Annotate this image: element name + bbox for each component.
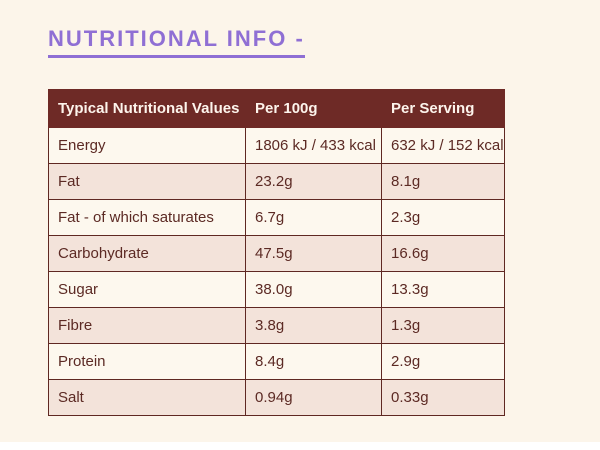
per-100g-value: 47.5g bbox=[246, 236, 382, 272]
table-row-sugar bbox=[49, 272, 505, 308]
row-label: Fibre bbox=[49, 308, 246, 344]
per-serving-value: 8.1g bbox=[382, 164, 505, 200]
per-100g-value: 8.4g bbox=[246, 344, 382, 380]
column-header-per-serving: Per Serving bbox=[382, 90, 505, 128]
row-label: Sugar bbox=[49, 272, 246, 308]
per-serving-value: 1.3g bbox=[382, 308, 505, 344]
nutrition-table bbox=[48, 89, 505, 416]
per-serving-value: 632 kJ / 152 kcal bbox=[382, 128, 505, 164]
per-100g-value: 6.7g bbox=[246, 200, 382, 236]
table-row-salt bbox=[49, 380, 505, 416]
table-row-carbohydrate bbox=[49, 236, 505, 272]
column-header-per-100g: Per 100g bbox=[246, 90, 382, 128]
header-row bbox=[49, 90, 505, 128]
table-row-protein bbox=[49, 344, 505, 380]
row-label: Fat bbox=[49, 164, 246, 200]
per-serving-value: 16.6g bbox=[382, 236, 505, 272]
per-100g-value: 0.94g bbox=[246, 380, 382, 416]
per-serving-value: 2.3g bbox=[382, 200, 505, 236]
row-label: Fat - of which saturates bbox=[49, 200, 246, 236]
page-title: NUTRITIONAL INFO - bbox=[48, 26, 305, 58]
per-100g-value: 3.8g bbox=[246, 308, 382, 344]
row-label: Energy bbox=[49, 128, 246, 164]
table-row-energy bbox=[49, 128, 505, 164]
row-label: Protein bbox=[49, 344, 246, 380]
row-label: Salt bbox=[49, 380, 246, 416]
per-serving-value: 13.3g bbox=[382, 272, 505, 308]
per-serving-value: 2.9g bbox=[382, 344, 505, 380]
per-100g-value: 23.2g bbox=[246, 164, 382, 200]
column-header-values: Typical Nutritional Values bbox=[49, 90, 246, 128]
table-row-saturates bbox=[49, 200, 505, 236]
table-row-fat bbox=[49, 164, 505, 200]
nutrition-table-header bbox=[49, 90, 505, 128]
per-100g-value: 38.0g bbox=[246, 272, 382, 308]
per-100g-value: 1806 kJ / 433 kcal bbox=[246, 128, 382, 164]
row-label: Carbohydrate bbox=[49, 236, 246, 272]
per-serving-value: 0.33g bbox=[382, 380, 505, 416]
table-row-fibre bbox=[49, 308, 505, 344]
nutrition-table-body bbox=[49, 128, 505, 416]
